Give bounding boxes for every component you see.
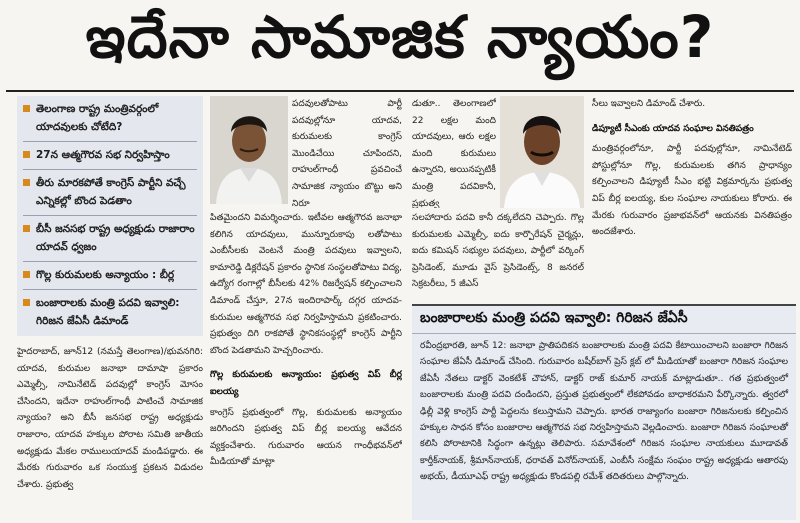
body-text: కాంగ్రెస్ ప్రభుత్వంలో గొల్ల, కురుమలకు అన్యాయం జరిగిందని ప్రభుత్వ విప్ బీర్ల ఐలయ్య ఆవేదన వ్యక్తంచేశారు. గురువారం ఆయన గాంధీభవన్‌లో మీడియాతో మాట్లా [210,407,402,468]
subheading: డిప్యూటీ సీఎంకు యాదవ సంఘాల వినతిపత్రం [592,123,754,134]
portrait-photo-icon [500,96,584,208]
boxed-article [412,304,796,520]
highlight-item: గొల్ల కురుమలకు అన్యాయం : బీర్ల [23,266,197,284]
bullet-square-icon [23,271,30,278]
article-column-2-top [292,96,402,208]
highlights-sidebar [17,96,203,336]
highlight-item: తెలంగాణ రాష్ట్ర మంత్రివర్గంలో యాదవులకు చోటేది? [23,100,197,136]
portrait-photo-2 [500,96,584,208]
boxed-article-title: బంజారాలకు మంత్రి పదవి ఇవ్వాలి: గిరిజన జేఏసీ [412,306,796,334]
article-column-1 [17,344,203,520]
portrait-photo-icon [210,96,288,204]
body-text: సలహాదారు పదవి కానీ దక్కలేదని చెప్పారు. గొల్ల కురుమలకు ఎమ్మెల్సీ, ఐదు కార్పొరేషన్ చైర్మన్లు, ఐదు కమిషన్ సభ్యుల పదవులు, పార్టీలో వర్కింగ్ ప్రెసిడెంట్, మూడు వైస్ ప్రెసిడెంట్స్, 8 జనరల్ సెక్రటరీలు, 5 జీఎస్ [412,213,584,290]
portrait-photo-1 [210,96,288,204]
body-text: పదవులతోపాటు పార్టీ పదవుల్లోనూ యాదవ, కురుమలకు కాంగ్రెస్ మొండిచేయి చూపిందని, రాహుల్‌గాంధీ ప్రవచించే సామాజిక న్యాయం బొట్టు అని నిరూ [292,99,402,208]
headline-rule [6,90,794,92]
article-column-3 [412,210,584,300]
bullet-square-icon [23,179,30,186]
body-text: హైదరాబాద్, జూన్12 (నమస్తే తెలంగాణ)/భువనగిరి: యాదవ, కురుమల జనాభా దామాషా ప్రకారం ఎమ్మెల్సీ, నామినేటెడ్ పదవుల్లో కాంగ్రెస్ మోసం చేసిందని, ఇదేనా రాహుల్‌గాంధీ పాటించే సామాజిక న్యాయం? అని బీసీ జనసభ రాష్ట్ర అధ్యక్షుడు రాజారాం, యాదవ హక్కుల పోరాట సమితి జాతీయ అధ్యక్షుడు మేకల రాములుయాదవ్ మండిపడ్డారు. ఈ మేరకు గురువారం ఒక సంయుక్త ప్రకటన విడుదల చేశారు. ప్రభుత్వ [17,347,203,490]
bullet-square-icon [23,299,30,306]
subheading: గొల్ల కురుమలకు అన్యాయం: ప్రభుత్వ విప్ బీర్ల ఐలయ్య [210,370,402,397]
bullet-square-icon [23,151,30,158]
body-text: పితమైందని విమర్శించారు. ఇటీవల ఆత్మగౌరవ జనాభా కలిగిన యాదవులు, మున్నూరుకాపు లతోపాటు ఎంబీసీలకు వెంటనే మంత్రి పదవులు ఇవ్వాలని, కామారెడ్డి డిక్లరేషన్ ప్రకారం స్థానిక సంస్థలతోపాటు విద్య, ఉద్యోగ రంగాల్లో బీసీలకు 42% రిజర్వేషన్ కల్పించాలని డిమాండ్ చేస్తూ, 27న ఇందిరాపార్క్ దగ్గర యాదవ-కురుమల ఆత్మగౌరవ సభ నిర్వహిస్తామని ప్రకటించారు. ప్రభుత్వం దిగి రాకపోతే స్థానికసంస్థల్లో కాంగ్రెస్ పార్టీని బొంద పెడతామని హెచ్చరించారు. [210,213,402,356]
body-text: మంత్రివర్గంలోనూ, పార్టీ పదవుల్లోనూ, నామినేటెడ్ పోస్టుల్లోనూ గొల్ల, కురుమలకు తగిన ప్రాధాన్యం కల్పించాలని డిప్యూటీ సీఎం భట్టి విక్రమార్కను ప్రభుత్వ విప్ బీర్ల ఐలయ్య, కుల సంఘాల నాయకులు కోరారు. ఈ మేరకు గురువారం ప్రజాభవన్‌లో ఆయనకు వినతిపత్రం అందజేశారు. [592,144,792,238]
highlight-item: 27న ఆత్మగౌరవ సభ నిర్వహిస్తాం [23,146,197,164]
article-column-3-top [412,96,496,208]
highlight-item: బీసీ జనసభ రాష్ట్ర అధ్యక్షుడు రాజారాం యాదవ్ ధ్వజం [23,220,197,256]
bullet-square-icon [23,225,30,232]
body-text: డుతూ.. తెలంగాణలో 22 లక్షల మంది యాదవులు, ఆరు లక్షల మంది కురుమలు ఉన్నారని, అయినప్పటికీ మంత్రి పదవికానీ, ప్రభుత్వ [412,99,496,208]
article-column-4 [592,96,792,300]
boxed-article-text: రవీంద్రభారతి, జూన్ 12: జనాభా ప్రాతిపదికన బంజారాలకు మంత్రి పదవి కేటాయించాలని బంజారా గిరిజన సంఘాల జేఏసీ డిమాండ్ చేసింది. గురువారం బషీర్‌బాగ్ ప్రెస్ క్లబ్ లో మీడియాతో బంజారా గిరిజన సంఘాల జేఏసీ నేతలు డాక్టర్ వెంకటేశ్ చౌహాన్, డాక్టర్ రాజ్ కుమార్ నాయక్ మాట్లాడుతూ.. గత ప్రభుత్వంలో బంజారాలకు మంత్రి పదవి దండిందని, ప్రస్తుత ప్రభుత్వంలో లేకపోవడం బాధాకరమని పేర్కొన్నారు. త్వరలో ఢిల్లీ వెళ్లి కాంగ్రెస్ పార్టీ పెద్దలను కలుస్తామని చెప్పారు. భారత రాజ్యాంగం బంజారా గిరిజనులకు కల్పించిన హక్కుల సాధన కోసం బంజారాల ఆత్మగౌరవ సభ నిర్వహిస్తామని వెల్లడించారు. బంజారా గిరిజన సంఘాలతో కలిసి పోరాటానికి సిద్ధంగా ఉన్నట్లు తెలిపారు. సమావేశంలో గిరిజన సంఘాల నాయకులు మూడావత్ కార్తీక్‌నాయక్, శ్రీమాన్‌నాయక్, ధరావత్ వినోద్‌నాయక్, ఎంబీసీ సంక్షేమ సంఘం రాష్ట్ర అధ్యక్షుడు ఆతారపు అభయ్, డీయూఎఫ్ రాష్ట్ర అధ్యక్షుడు కొండపల్లి రమేశ్ తదితరులు పాల్గొన్నారు. [420,341,788,483]
bullet-square-icon [23,105,30,112]
article-column-2 [210,210,402,520]
highlight-item: తీరు మారకపోతే కాంగ్రెస్ పార్టీని వచ్చే ఎన్నికల్లో బొంద పెడతాం [23,174,197,210]
headline: ఇదేనా సామాజిక న్యాయం? [85,2,715,71]
body-text: సీలు ఇవ్వాలని డిమాండ్ చేశారు. [592,99,706,109]
highlight-item: బంజారాలకు మంత్రి పదవి ఇవ్వాలి: గిరిజన జేఏసీ డిమాండ్ [23,294,197,330]
